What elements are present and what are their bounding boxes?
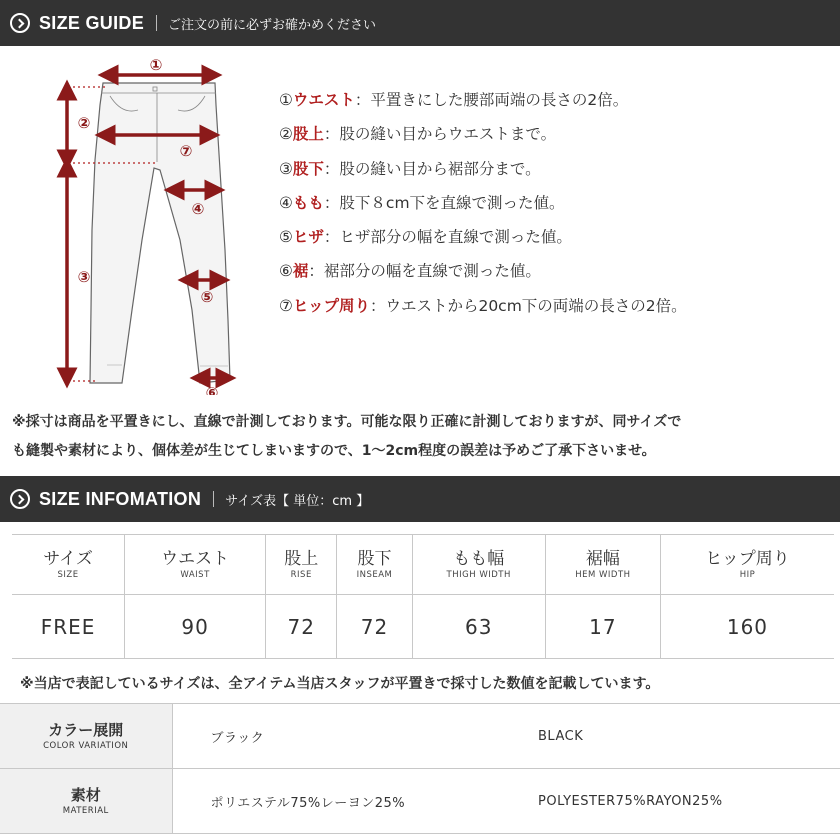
- header-divider: [156, 15, 157, 31]
- value-cell-inseam: 72: [337, 595, 412, 659]
- value-cell-thigh: 63: [412, 595, 545, 659]
- pants-measurement-diagram: [50, 50, 250, 395]
- marker-1: ①: [149, 56, 163, 74]
- color-value-en: BLACK: [498, 704, 840, 769]
- header-cell-hem: 裾幅 HEM WIDTH: [545, 535, 660, 595]
- header-divider: [213, 491, 214, 507]
- measurement-legend: [279, 86, 687, 326]
- size-info-title: SIZE INFOMATION: [39, 488, 202, 509]
- size-guide-header: [0, 0, 840, 46]
- legend-item-waist: ①ウエスト：平置きにした腰部両端の長さの2倍。: [279, 91, 629, 109]
- value-cell-hip: 160: [660, 595, 834, 659]
- pants-illustration: [50, 50, 250, 395]
- legend-item-hem: ⑥裾：裾部分の幅を直線で測った値。: [279, 262, 541, 281]
- measurement-note: ※採寸は商品を平置きにし、直線で計測しております。可能な限り正確に計測しておりますが、同サイズで も縫製や素材により、個体差が生じてしまいますので、1〜2cm程度の誤差は予めご了承下さいませ。: [12, 414, 682, 459]
- color-variation-label: カラー展開 COLOR VARIATION: [0, 704, 172, 769]
- value-cell-hem: 17: [545, 595, 660, 659]
- size-table-header-row: [12, 535, 834, 595]
- marker-3: ③: [77, 268, 91, 286]
- size-info-header: [0, 476, 840, 522]
- product-attributes-table: [0, 703, 840, 834]
- legend-item-thigh: ④もも：股下８cm下を直線で測った値。: [279, 193, 565, 212]
- legend-item-inseam: ③股下：股の縫い目から裾部分まで。: [279, 159, 541, 178]
- marker-4: ④: [191, 200, 205, 218]
- value-cell-size: FREE: [12, 595, 125, 659]
- header-cell-inseam: 股下 INSEAM: [337, 535, 412, 595]
- value-cell-rise: 72: [266, 595, 337, 659]
- marker-2: ②: [77, 114, 91, 132]
- size-guide-subtitle: ご注文の前に必ずお確かめください: [168, 17, 377, 33]
- size-guide-title: SIZE GUIDE: [39, 12, 145, 33]
- size-table: [12, 534, 834, 659]
- material-label: 素材 MATERIAL: [0, 769, 172, 834]
- header-cell-rise: 股上 RISE: [266, 535, 337, 595]
- header-cell-thigh: もも幅 THIGH WIDTH: [412, 535, 545, 595]
- color-value-jp: ブラック: [172, 704, 498, 769]
- header-cell-size: サイズ SIZE: [12, 535, 125, 595]
- legend-item-knee: ⑤ヒザ：ヒザ部分の幅を直線で測った値。: [279, 228, 572, 247]
- legend-item-hip: ⑦ヒップ周り：ウエストから20cm下の両端の長さの2倍。: [279, 296, 687, 315]
- header-cell-waist: ウエスト WAIST: [125, 535, 266, 595]
- material-value-jp: ポリエステル75%レーヨン25%: [172, 769, 498, 834]
- size-info-subtitle: サイズ表【 単位：cm 】: [225, 493, 370, 509]
- store-measurement-note: ※当店で表記しているサイズは、全アイテム当店スタッフが平置きで採寸した数値を記載しています。: [20, 676, 660, 692]
- marker-6: ⑥: [205, 384, 219, 395]
- marker-7: ⑦: [179, 142, 193, 160]
- color-variation-row: [0, 704, 840, 769]
- table-row: [12, 595, 834, 659]
- material-row: [0, 769, 840, 834]
- legend-item-rise: ②股上：股の縫い目からウエストまで。: [279, 125, 557, 144]
- value-cell-waist: 90: [125, 595, 266, 659]
- chevron-circle-icon: [10, 489, 30, 509]
- header-cell-hip: ヒップ周り HIP: [660, 535, 834, 595]
- chevron-circle-icon: [10, 13, 30, 33]
- material-value-en: POLYESTER75%RAYON25%: [498, 769, 840, 834]
- marker-5: ⑤: [200, 288, 214, 306]
